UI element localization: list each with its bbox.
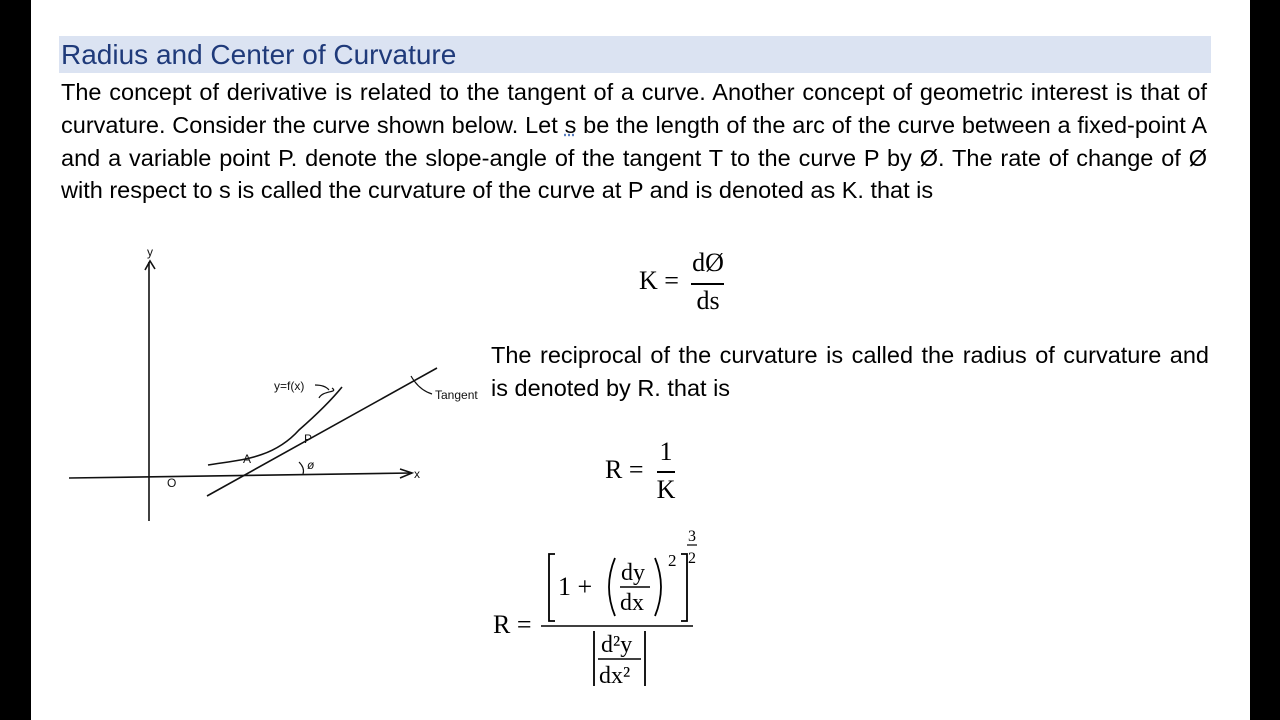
dy-numerator: dy (621, 560, 645, 586)
tangent-label-leader (411, 376, 432, 394)
r1-fraction-bar (657, 471, 675, 473)
left-bracket (549, 554, 555, 621)
angle-arc (299, 462, 304, 474)
intro-text-2: be the length of the arc of the curve between a fixed-point A and a variable point P. denote the slope-angle of the tangent T to the curve P by Ø. The rate of change of Ø with respect to s is called the curvature of the curve at P and is denoted as K. that is (61, 111, 1208, 204)
right-paren (655, 558, 661, 616)
curve-path (208, 387, 342, 465)
r2-expression (531, 520, 731, 695)
r1-denominator: K (656, 475, 676, 504)
curvature-figure (67, 240, 478, 530)
exponent-numerator: 3 (688, 528, 696, 545)
dx2-denominator: dx² (599, 663, 631, 689)
y-axis-label: y (147, 245, 153, 259)
tangent-label: Tangent (435, 388, 478, 402)
curve-label: y=f(x) (274, 379, 305, 393)
origin-label: O (167, 476, 177, 490)
one-plus: 1 + (558, 572, 593, 601)
dx-denominator: dx (620, 590, 644, 616)
k-numerator: dØ (692, 248, 724, 277)
curve-label-leader (319, 388, 334, 398)
k-denominator: ds (696, 286, 720, 315)
intro-s-variable: s (564, 111, 577, 138)
exponent-denominator: 2 (688, 550, 696, 567)
point-a-label: A (243, 452, 252, 466)
right-bracket (681, 554, 687, 621)
r2-lhs: R = (493, 610, 532, 639)
y-axis-arrow (145, 261, 155, 270)
angle-label: ø (307, 458, 315, 472)
point-p-label: P (304, 432, 313, 446)
d2y-numerator: d²y (601, 632, 633, 658)
r1-numerator: 1 (659, 437, 673, 466)
slide (31, 0, 1250, 720)
k-lhs: K = (639, 266, 679, 295)
k-fraction-bar (691, 283, 724, 285)
x-axis-label: x (414, 467, 420, 481)
left-paren (609, 558, 615, 616)
square-exponent: 2 (668, 551, 677, 570)
slide-title: Radius and Center of Curvature (61, 39, 457, 70)
intro-paragraph (61, 76, 1207, 207)
r1-lhs: R = (605, 455, 644, 484)
reciprocal-paragraph: The reciprocal of the curvature is called the radius of curvature and is denoted by R. that is (491, 342, 1209, 401)
intro-text-1: The concept of derivative is related to the tangent of a curve. Another concept of geometric interest is that of curvature. Consider the curve shown below. Let (61, 79, 1207, 138)
curve-label-leader-2 (315, 385, 329, 390)
